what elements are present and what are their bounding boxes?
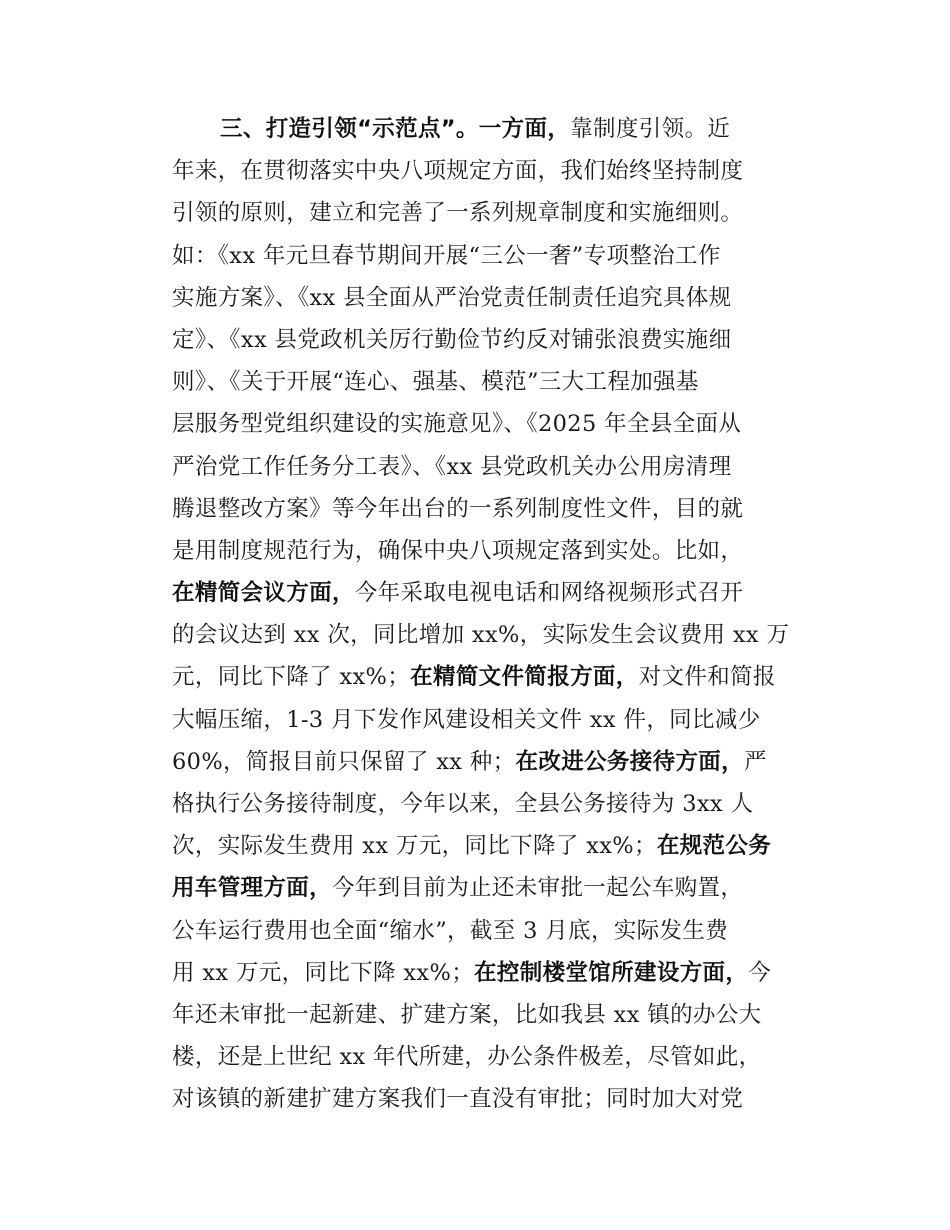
text-line [172, 614, 812, 656]
text-line [172, 699, 812, 741]
body-text-segment: 实施方案》、《xx 县全面从严治党责任制责任追究具体规 [172, 284, 732, 311]
text-line [172, 656, 812, 698]
body-text-segment: 今年采取电视电话和网络视频形式召开 [354, 580, 744, 607]
body-text-segment: 格执行公务接待制度，今年以来，全县公务接待为 3xx 人 [172, 791, 754, 817]
body-text-segment: 对文件和简报 [638, 664, 776, 691]
body-text-segment: 用 xx 万元，同比下降 xx%； [172, 959, 475, 986]
body-text-segment: 靠制度引领。近 [570, 116, 731, 142]
text-line [172, 825, 812, 867]
body-text-segment: 元，同比下降了 xx%； [172, 664, 411, 691]
body-text-segment: 对该镇的新建扩建方案我们一直没有审批；同时加大对党 [172, 1086, 744, 1113]
body-text-segment: 腾退整改方案》等今年出台的一系列制度性文件，目的就 [172, 495, 744, 522]
text-line [172, 910, 812, 952]
body-text-segment: 定》、《xx 县党政机关厉行勤俭节约反对铺张浪费实施细 [172, 326, 732, 353]
body-text-segment: 严治党工作任务分工表》、《xx 县党政机关办公用房清理 [172, 453, 732, 480]
body-text-segment: 是用制度规范行为，确保中央八项规定落到实处。比如， [172, 537, 744, 564]
text-line [172, 994, 812, 1036]
text-line [172, 446, 812, 488]
body-text-segment: 则》、《关于开展“连心、强基、模范”三大工程加强基 [172, 369, 699, 396]
text-line [172, 403, 812, 445]
body-text-segment: 公车运行费用也全面“缩水”，截至 3 月底，实际发生费 [172, 917, 729, 944]
text-line [172, 867, 812, 909]
bold-heading-text: 在精简会议方面， [172, 580, 355, 607]
body-text-segment: 大幅压缩，1-3 月下发作风建设相关文件 xx 件，同比减少 [172, 706, 761, 733]
body-text-segment: 年来，在贯彻落实中央八项规定方面，我们始终坚持制度 [172, 158, 744, 185]
body-text-segment: 60%，简报目前只保留了 xx 种； [172, 748, 516, 775]
body-text-segment: 引领的原则，建立和完善了一系列规章制度和实施细则。 [172, 200, 744, 227]
text-line [172, 192, 812, 234]
text-line [172, 150, 812, 192]
bold-heading-text: 三、打造引领“示范点”。一方面， [220, 116, 571, 142]
body-text-segment: 次，实际发生费用 xx 万元，同比下降了 xx%； [172, 833, 657, 860]
text-line [172, 741, 812, 783]
document-body [172, 108, 812, 1121]
bold-heading-text: 用车管理方面， [172, 875, 332, 902]
bold-heading-text: 在精简文件简报方面， [410, 664, 639, 691]
body-text-segment: 楼，还是上世纪 xx 年代所建，办公条件极差，尽管如此， [172, 1044, 762, 1071]
body-text-segment: 今年到目前为止还未审批一起公车购置， [331, 875, 744, 902]
text-line [172, 319, 812, 361]
body-text-segment: 严 [744, 748, 767, 775]
body-text-segment: 的会议达到 xx 次，同比增加 xx%，实际发生会议费用 xx 万 [172, 622, 790, 649]
text-line [172, 488, 812, 530]
text-line [172, 277, 812, 319]
body-text-segment: 今 [748, 959, 772, 986]
text-line [172, 361, 812, 403]
body-text-segment: 层服务型党组织建设的实施意见》、《2025 年全县全面从 [172, 411, 742, 438]
bold-heading-text: 在控制楼堂馆所建设方面， [474, 959, 749, 986]
text-line [172, 530, 812, 572]
bold-heading-text: 在改进公务接待方面， [515, 748, 745, 775]
body-text-segment: 如：《xx 年元旦春节期间开展“三公一奢”专项整治工作 [172, 242, 721, 269]
bold-heading-text: 在规范公务 [656, 833, 772, 860]
paragraph-first-line [172, 108, 812, 150]
body-text-segment: 年还未审批一起新建、扩建方案，比如我县 xx 镇的办公大 [172, 1001, 762, 1028]
text-line [172, 235, 812, 277]
text-line [172, 952, 812, 994]
text-line [172, 572, 812, 614]
text-line [172, 783, 812, 825]
text-line [172, 1036, 812, 1078]
text-line [172, 1078, 812, 1120]
